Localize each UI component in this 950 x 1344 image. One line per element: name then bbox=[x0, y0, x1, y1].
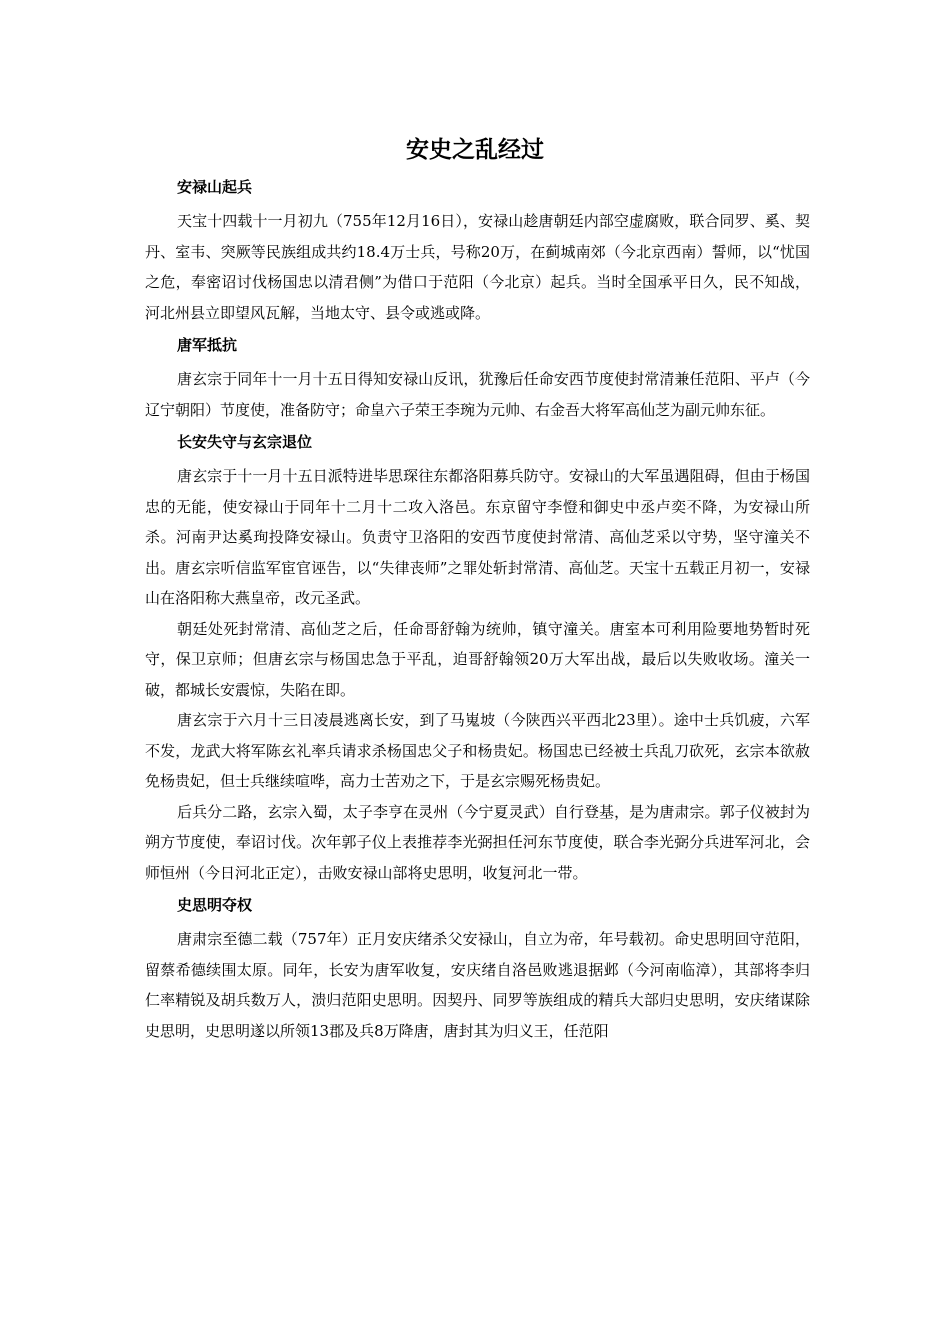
section-shi-siming-seizes-power bbox=[145, 890, 810, 1046]
section-heading: 安禄山起兵 bbox=[177, 178, 253, 196]
section-heading: 史思明夺权 bbox=[177, 896, 253, 914]
paragraph: 唐玄宗于六月十三日凌晨逃离长安，到了马嵬坡（今陕西兴平西北23里）。途中士兵饥疲，六军不发，龙武大将军陈玄礼率兵请求杀杨国忠父子和杨贵妃。杨国忠已经被士兵乱刀砍死，玄宗本欲赦免杨贵妃，但士兵继续喧哗，高力士苦劝之下，于是玄宗赐死杨贵妃。 bbox=[145, 711, 810, 790]
paragraph: 唐玄宗于同年十一月十五日得知安禄山反讯，犹豫后任命安西节度使封常清兼任范阳、平卢（今辽宁朝阳）节度使，准备防守；命皇六子荣王李琬为元帅、右金吾大将军高仙芝为副元帅东征。 bbox=[145, 370, 810, 419]
section-an-lushan-uprising bbox=[145, 172, 810, 328]
paragraph: 唐肃宗至德二载（757年）正月安庆绪杀父安禄山，自立为帝，年号载初。命史思明回守范阳，留蔡希德续围太原。同年，长安为唐军收复，安庆绪自洛邑败逃退据邺（今河南临漳），其部将李归仁率精锐及胡兵数万人，溃归范阳史思明。因契丹、同罗等族组成的精兵大部归史思明，安庆绪谋除史思明，史思明遂以所领13郡及兵8万降唐，唐封其为归义王，任范阳 bbox=[145, 930, 810, 1040]
section-heading: 长安失守与玄宗退位 bbox=[177, 433, 313, 451]
section-heading: 唐军抵抗 bbox=[177, 336, 238, 354]
document-title: 安史之乱经过 bbox=[406, 136, 544, 163]
paragraph: 天宝十四载十一月初九（755年12月16日），安禄山趁唐朝廷内部空虚腐败，联合同罗、奚、契丹、室韦、突厥等民族组成共约18.4万士兵，号称20万，在蓟城南郊（今北京西南）誓师，以“忧国之危，奉密诏讨伐杨国忠以清君侧”为借口于范阳（今北京）起兵。当时全国承平日久，民不知战，河北州县立即望风瓦解，当地太守、县令或逃或降。 bbox=[145, 212, 810, 322]
section-tang-resistance bbox=[145, 330, 810, 425]
paragraph: 朝廷处死封常清、高仙芝之后，任命哥舒翰为统帅，镇守潼关。唐室本可利用险要地势暂时死守，保卫京师；但唐玄宗与杨国忠急于平乱，迫哥舒翰领20万大军出战，最后以失败收场。潼关一破，都城长安震惊，失陷在即。 bbox=[145, 619, 810, 699]
paragraph: 唐玄宗于十一月十五日派特进毕思琛往东都洛阳募兵防守。安禄山的大军虽遇阻碍，但由于杨国忠的无能，使安禄山于同年十二月十二攻入洛邑。东京留守李憕和御史中丞卢奕不降，为安禄山所杀。河南尹达奚珣投降安禄山。负责守卫洛阳的安西节度使封常清、高仙芝采以守势，坚守潼关不出。唐玄宗听信监军宦官诬告，以“失律丧师”之罪处斩封常清、高仙芝。天宝十五载正月初一，安禄山在洛阳称大燕皇帝，改元圣武。 bbox=[145, 467, 810, 607]
section-fall-of-changan bbox=[145, 427, 810, 888]
document-body bbox=[145, 172, 810, 1046]
paragraph: 后兵分二路，玄宗入蜀，太子李亨在灵州（今宁夏灵武）自行登基，是为唐肃宗。郭子仪被封为朔方节度使，奉诏讨伐。次年郭子仪上表推荐李光弼担任河东节度使，联合李光弼分兵进军河北，会师恒州（今日河北正定），击败安禄山部将史思明，收复河北一带。 bbox=[145, 802, 810, 882]
